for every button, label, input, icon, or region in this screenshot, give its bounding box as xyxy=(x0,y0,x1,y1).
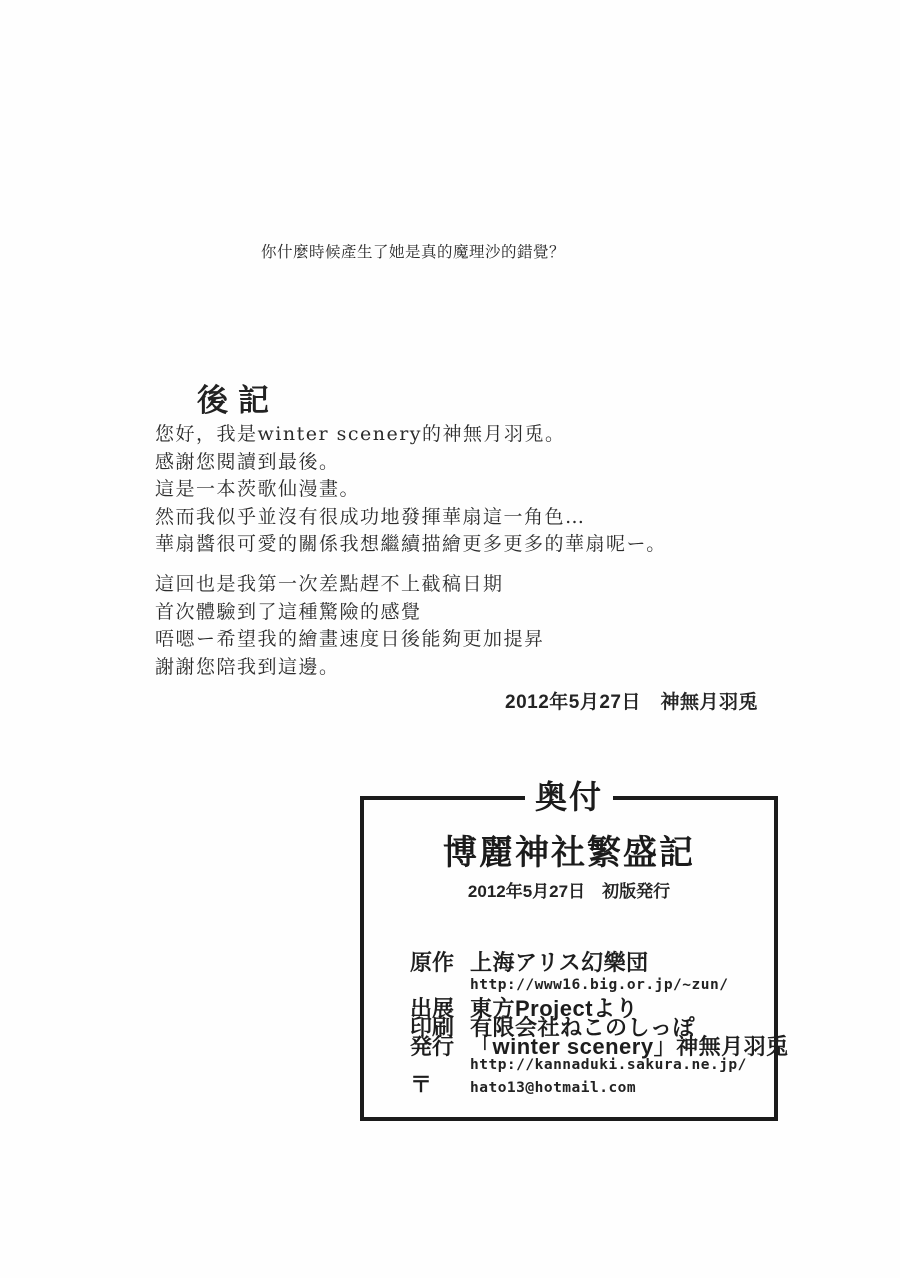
credit-label: 印刷 xyxy=(410,1015,455,1040)
afterword-line: 這回也是我第一次差點趕不上截稿日期 xyxy=(155,573,504,595)
postal-mark-label: 〒 xyxy=(410,1072,433,1097)
afterword-heading: 後記 xyxy=(197,383,279,419)
afterword-line: 您好，我是winter scenery的神無月羽兎。 xyxy=(155,423,566,445)
afterword-line: 然而我似乎並沒有很成功地發揮華扇這一角色… xyxy=(155,505,586,528)
credit-row-original-url xyxy=(410,977,728,993)
afterword-line: 感謝您閱讀到最後。 xyxy=(155,450,340,473)
credit-value: 東方Projectより xyxy=(470,996,639,1021)
credit-label: 発行 xyxy=(410,1034,455,1059)
credit-value: 有限会社ねこのしっぽ xyxy=(470,1015,696,1040)
credit-email: hato13@hotmail.com xyxy=(470,1080,637,1096)
afterword-line: 唔嗯ー希望我的繪畫速度日後能夠更加提昇 xyxy=(155,628,545,650)
afterword-line: 華扇醬很可愛的關係我想繼續描繪更多更多的華扇呢ー。 xyxy=(155,533,667,555)
credit-label: 出展 xyxy=(410,996,455,1021)
afterword-line: 這是一本茨歌仙漫畫。 xyxy=(155,478,361,500)
afterword-line: 首次體驗到了這種驚險的感覺 xyxy=(155,600,422,623)
credit-value: 上海アリス幻樂団 xyxy=(470,950,649,975)
afterword-signature: 2012年5月27日 神無月羽兎 xyxy=(505,692,758,713)
colophon-box xyxy=(360,779,789,1121)
colophon-book-title: 博麗神社繁盛記 xyxy=(443,834,695,872)
afterword-paragraph-2 xyxy=(155,571,545,681)
afterword-line: 謝謝您陪我到這邊。 xyxy=(155,655,340,678)
colophon-edition: 2012年5月27日 初版発行 xyxy=(467,882,671,901)
credit-url: http://www16.big.or.jp/~zun/ xyxy=(470,977,729,993)
colophon-legend: 奥付 xyxy=(525,778,613,816)
credit-row-contact xyxy=(410,1068,636,1099)
afterword-paragraph-1 xyxy=(155,421,667,559)
credit-url: http://kannaduki.sakura.ne.jp/ xyxy=(470,1057,747,1073)
credit-value: 「winter scenery」神無月羽兎 xyxy=(470,1034,789,1059)
credit-label: 原作 xyxy=(410,950,455,975)
top-caption: 你什麼時候產生了她是真的魔理沙的錯覺？ xyxy=(261,244,566,261)
credit-row-original xyxy=(410,946,649,977)
